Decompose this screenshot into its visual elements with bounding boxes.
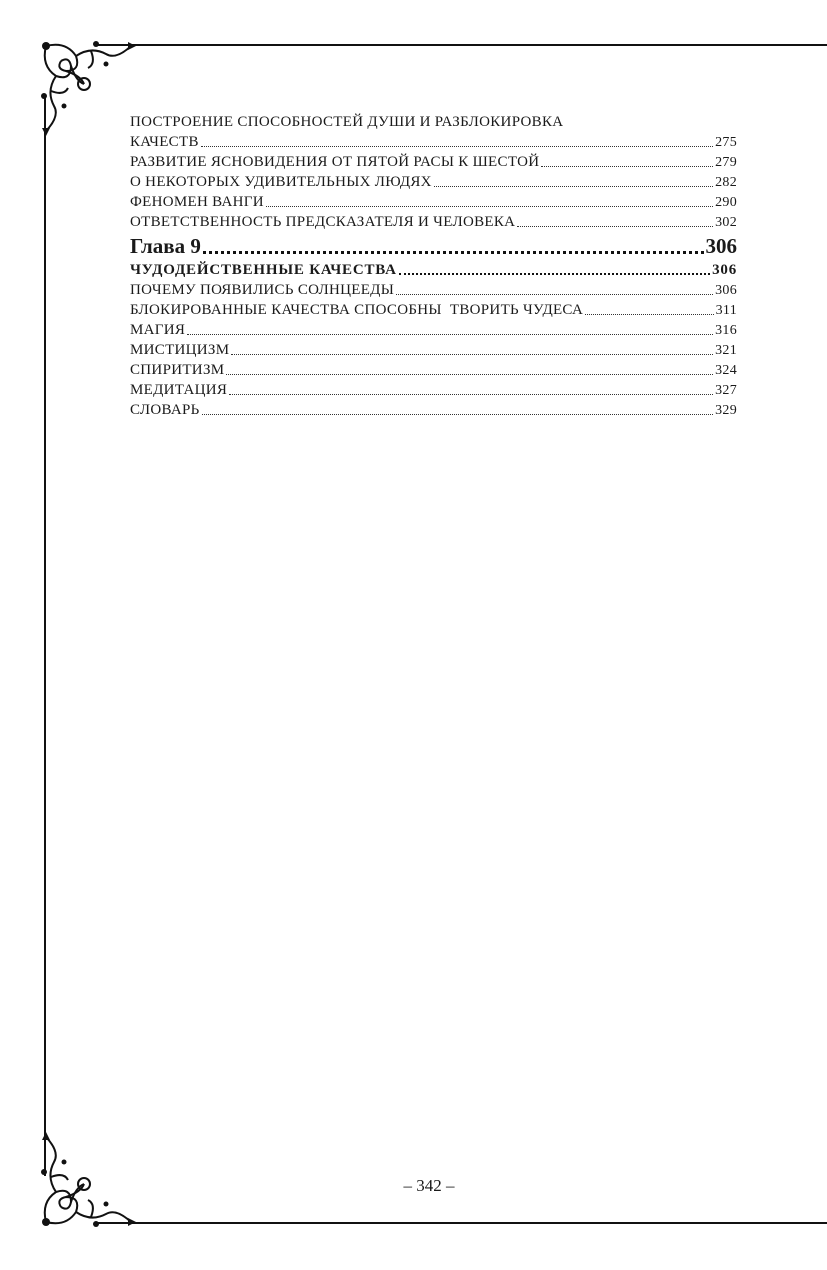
toc-entry-title: РАЗВИТИЕ ЯСНОВИДЕНИЯ ОТ ПЯТОЙ РАСЫ К ШЕСТОЙ xyxy=(130,154,540,170)
dot-leader xyxy=(187,334,713,335)
frame-top-border xyxy=(95,44,827,46)
toc-entry-title: МИСТИЦИЗМ xyxy=(130,342,230,358)
toc-entry[interactable] xyxy=(130,212,737,232)
dot-leader xyxy=(541,166,713,167)
toc-entry-title: О НЕКОТОРЫХ УДИВИТЕЛЬНЫХ ЛЮДЯХ xyxy=(130,174,432,190)
toc-entry-first-line: ПОСТРОЕНИЕ СПОСОБНОСТЕЙ ДУШИ И РАЗБЛОКИРОВКА xyxy=(130,114,564,130)
toc-chapter-page: 306 xyxy=(705,234,737,258)
dot-leader xyxy=(203,251,704,254)
toc-entry-page: 279 xyxy=(715,155,737,170)
toc-entry[interactable] xyxy=(130,192,737,212)
toc-entry[interactable] xyxy=(130,340,737,360)
toc-entry[interactable] xyxy=(130,320,737,340)
toc-entry-title: ПОЧЕМУ ПОЯВИЛИСЬ СОЛНЦЕЕДЫ xyxy=(130,282,395,298)
toc-entry[interactable] xyxy=(130,280,737,300)
toc-entry-page: 275 xyxy=(715,135,737,150)
toc-entry-title: БЛОКИРОВАННЫЕ КАЧЕСТВА СПОСОБНЫ ТВОРИТЬ ЧУДЕСА xyxy=(130,302,584,318)
dot-leader xyxy=(202,414,714,415)
table-of-contents xyxy=(130,112,737,420)
dot-leader xyxy=(266,206,713,207)
toc-entry-page: 316 xyxy=(715,323,737,338)
toc-entry-page: 329 xyxy=(715,403,737,418)
dot-leader xyxy=(226,374,713,375)
dot-leader xyxy=(231,354,713,355)
toc-entry-page: 324 xyxy=(715,363,737,378)
toc-section-page: 306 xyxy=(712,262,737,278)
dot-leader xyxy=(585,314,713,315)
dot-leader xyxy=(434,186,713,187)
toc-entry-page: 282 xyxy=(715,175,737,190)
toc-entry-title: ФЕНОМЕН ВАНГИ xyxy=(130,194,264,210)
toc-entry-page: 311 xyxy=(715,303,737,318)
toc-entry-title: СЛОВАРЬ xyxy=(130,402,200,418)
toc-entry[interactable] xyxy=(130,152,737,172)
toc-entry[interactable] xyxy=(130,380,737,400)
toc-entry[interactable] xyxy=(130,360,737,380)
page-number: – 342 – xyxy=(403,1176,455,1195)
toc-entry[interactable] xyxy=(130,400,737,420)
dot-leader xyxy=(229,394,713,395)
toc-entry-title: МАГИЯ xyxy=(130,322,186,338)
toc-entry-page: 321 xyxy=(715,343,737,358)
toc-section-title: ЧУДОДЕЙСТВЕННЫЕ КАЧЕСТВА xyxy=(130,262,397,278)
toc-entry-title: СПИРИТИЗМ xyxy=(130,362,225,378)
toc-entry-page: 290 xyxy=(715,195,737,210)
toc-entry-title: ОТВЕТСТВЕННОСТЬ ПРЕДСКАЗАТЕЛЯ И ЧЕЛОВЕКА xyxy=(130,214,516,230)
floral-scroll-ornament-icon xyxy=(36,36,136,136)
dot-leader xyxy=(517,226,713,227)
toc-entry[interactable] xyxy=(130,132,737,152)
toc-entry[interactable] xyxy=(130,172,737,192)
toc-chapter-title: Глава 9 xyxy=(130,234,201,258)
toc-entry-page: 327 xyxy=(715,383,737,398)
toc-entry[interactable] xyxy=(130,300,737,320)
toc-section-heading[interactable] xyxy=(130,260,737,280)
frame-left-border xyxy=(44,96,46,1176)
toc-entry-title: МЕДИТАЦИЯ xyxy=(130,382,228,398)
frame-bottom-border xyxy=(95,1222,827,1224)
toc-entry-page: 302 xyxy=(715,215,737,230)
toc-chapter-heading[interactable] xyxy=(130,232,737,260)
dot-leader xyxy=(396,294,713,295)
dot-leader xyxy=(399,273,710,275)
dot-leader xyxy=(201,146,713,147)
toc-entry-page: 306 xyxy=(715,283,737,298)
toc-entry-title: КАЧЕСТВ xyxy=(130,134,199,150)
